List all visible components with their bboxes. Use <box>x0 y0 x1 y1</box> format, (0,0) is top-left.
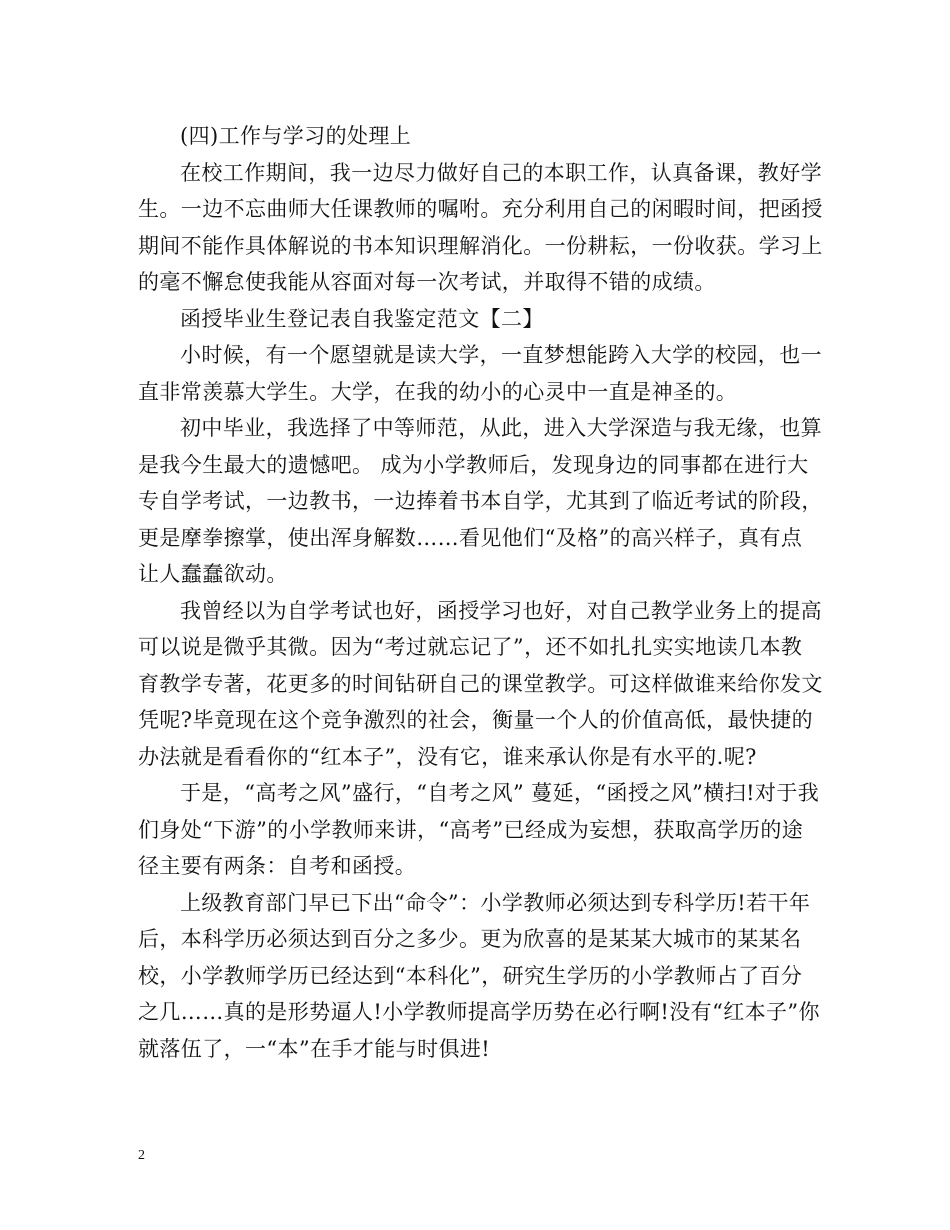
paragraph: 上级教育部门早已下出“命令”：小学教师必须达到专科学历!若干年后，本科学历必须达到百分之多少。更为欣喜的是某某大城市的某某名校，小学教师学历已经达到“本科化”，研究生学历的小学教师占了百分之几……真的是形势逼人!小学教师提高学历势在必行啊!没有“红本子”你就落伍了，一“本”在手才能与时俱进! <box>138 890 820 1061</box>
paragraph: 小时候，有一个愿望就是读大学，一直梦想能跨入大学的校园，也一直非常羡慕大学生。大学，在我的幼小的心灵中一直是神圣的。 <box>138 343 822 404</box>
paragraph: 于是，“高考之风”盛行，“自考之风” 蔓延，“函授之风”横扫!对于我们身处“下游”的小学教师来讲，“高考”已经成为妄想，获取高学历的途径主要有两条：自考和函授。 <box>138 781 820 878</box>
paragraph: 初中毕业，我选择了中等师范，从此，进入大学深造与我无缘，也算是我今生最大的遗憾吧。 成为小学教师后，发现身边的同事都在进行大专自学考试，一边教书，一边捧着书本自学，尤其到了临近考试的阶段，更是摩拳擦掌，使出浑身解数……看见他们“及格”的高兴样子，真有点让人蠢蠢欲动。 <box>138 416 823 586</box>
page-number: 2 <box>138 1148 145 1163</box>
article-title: 函授毕业生登记表自我鉴定范文【二】 <box>180 306 544 331</box>
section-heading: (四)工作与学习的处理上 <box>180 124 412 148</box>
paragraph: 我曾经以为自学考试也好，函授学习也好，对自己教学业务上的提高可以说是微乎其微。因为“考过就忘记了”，还不如扎扎实实地读几本教育教学专著，花更多的时间钻研自己的课堂教学。可这样做谁来给你发文凭呢?毕竟现在这个竞争激烈的社会，衡量一个人的价值高低，最快捷的办法就是看看你的“红本子”，没有它，谁来承认你是有水平的.呢? <box>138 598 823 769</box>
paragraph: 在校工作期间，我一边尽力做好自己的本职工作，认真备课，教好学生。一边不忘曲师大任课教师的嘱咐。充分利用自己的闲暇时间，把函授期间不能作具体解说的书本知识理解消化。一份耕耘，一份收获。学习上的毫不懈怠使我能从容面对每一次考试，并取得不错的成绩。 <box>138 160 823 294</box>
document-body <box>138 118 823 1067</box>
